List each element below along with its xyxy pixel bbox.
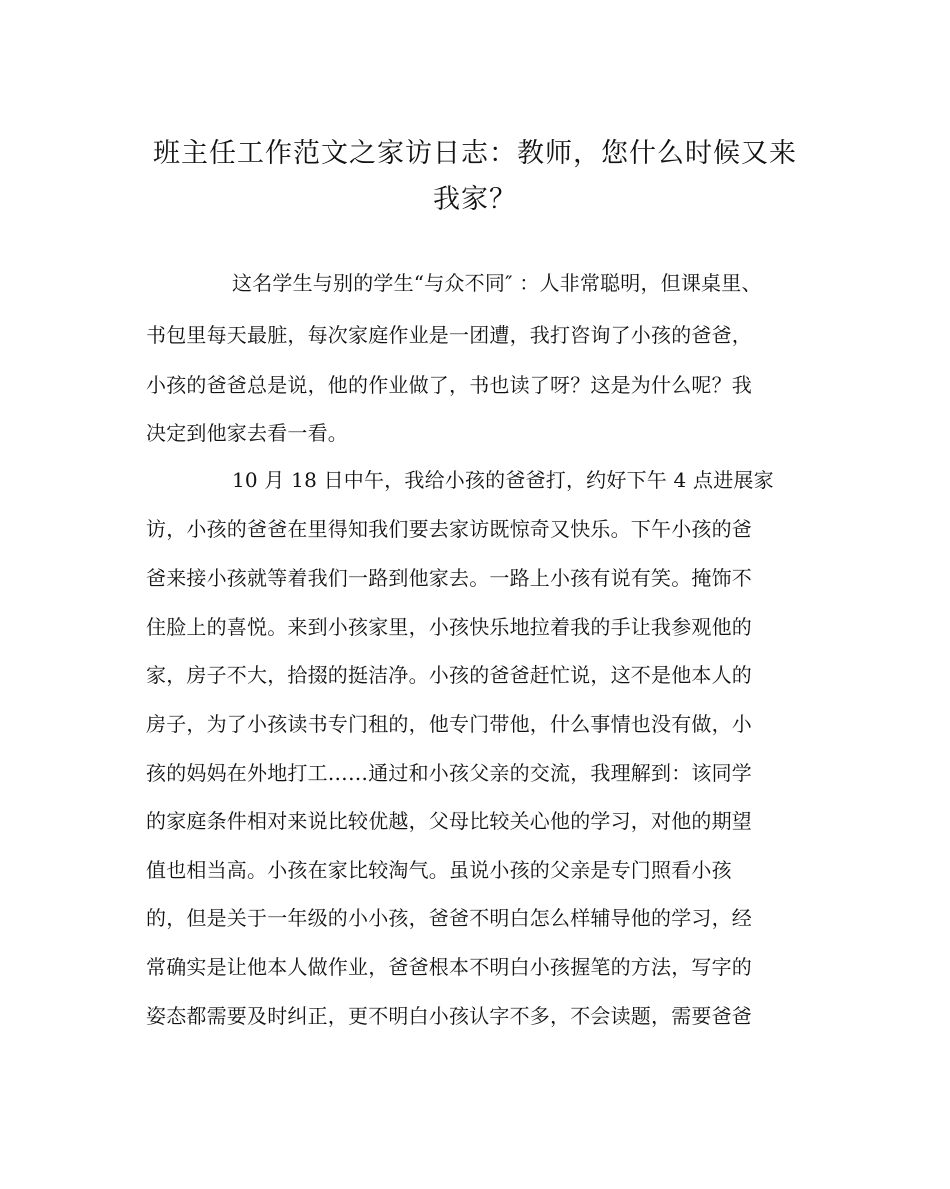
paragraph-2-line-2: 访，小孩的爸爸在里得知我们要去家访既惊奇又快乐。下午小孩的爸 [146, 517, 752, 541]
paragraph-1-line-1: 这名学生与别的学生“与众不同″ ：人非常聪明，但课桌里、 [232, 271, 762, 295]
paragraph-1-line-2: 书包里每天最脏，每次家庭作业是一团遭，我打咨询了小孩的爸爸， [146, 323, 752, 347]
paragraph-2-line-5: 家，房子不大，拾掇的挺洁净。小孩的爸爸赶忙说，这不是他本人的 [146, 663, 752, 687]
paragraph-2-line-1: 10 月 18 日中午，我给小孩的爸爸打，约好下午 4 点进展家 [232, 468, 774, 492]
paragraph-1-line-4: 决定到他家去看一看。 [146, 421, 348, 445]
paragraph-1-line-3: 小孩的爸爸总是说，他的作业做了，书也读了呀？这是为什么呢？我 [146, 373, 752, 397]
paragraph-2-line-12: 姿态都需要及时纠正，更不明白小孩认字不多，不会读题，需要爸爸 [146, 1004, 752, 1028]
paragraph-2-line-6: 房子，为了小孩读书专门租的，他专门带他，什么事情也没有做，小 [146, 712, 752, 736]
document-title-line-1: 班主任工作范文之家访日志：教师，您什么时候又来 [153, 138, 797, 169]
paragraph-2-line-8: 的家庭条件相对来说比较优越，父母比较关心他的学习，对他的期望 [146, 809, 752, 833]
paragraph-2-line-10: 的，但是关于一年级的小小孩，爸爸不明白怎么样辅导他的学习，经 [146, 906, 752, 930]
document-title-line-2: 我家？ [433, 184, 517, 215]
paragraph-2-line-7: 孩的妈妈在外地打工……通过和小孩父亲的交流，我理解到：该同学 [146, 761, 752, 785]
paragraph-2-line-9: 值也相当高。小孩在家比较淘气。虽说小孩的父亲是专门照看小孩 [146, 858, 732, 882]
paragraph-2-line-4: 住脸上的喜悦。来到小孩家里，小孩快乐地拉着我的手让我参观他的 [146, 615, 752, 639]
paragraph-2-line-11: 常确实是让他本人做作业，爸爸根本不明白小孩握笔的方法，写字的 [146, 955, 752, 979]
paragraph-2-line-3: 爸来接小孩就等着我们一路到他家去。一路上小孩有说有笑。掩饰不 [146, 566, 752, 590]
